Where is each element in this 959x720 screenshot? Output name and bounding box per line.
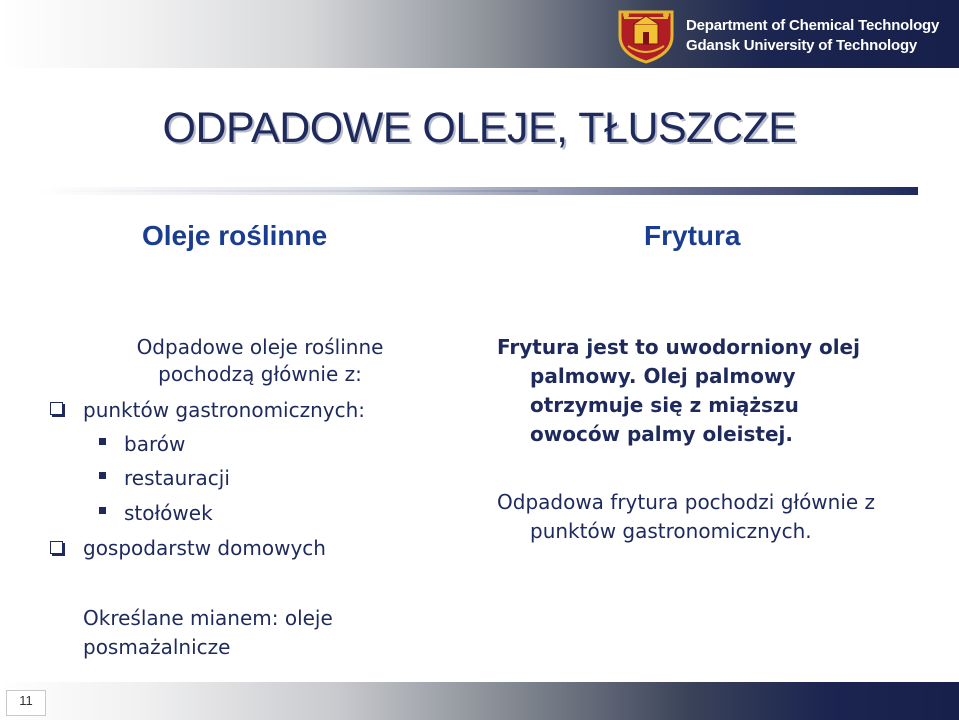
frytura-definition (497, 333, 917, 449)
department-name: Department of Chemical Technology (686, 17, 940, 34)
definition-line: Frytura jest to uwodorniony olej (497, 335, 860, 359)
left-intro-line: Odpadowe oleje roślinne (136, 335, 384, 359)
university-crest-icon (614, 6, 678, 64)
checkbox-bullet-icon (50, 402, 63, 415)
right-column-heading: Frytura (644, 220, 741, 251)
note-line: posmażalnicze (83, 635, 231, 659)
header-bar (0, 0, 959, 68)
slide-title: ODPADOWE OLEJE, TŁUSZCZE (162, 104, 797, 152)
sub-list-item: barów (124, 432, 186, 456)
list-item: punktów gastronomicznych: (83, 398, 366, 422)
university-name: Gdansk University of Technology (686, 37, 918, 54)
square-bullet-icon (99, 472, 106, 479)
left-intro-line: pochodzą głównie z: (158, 362, 362, 386)
left-column-heading: Oleje roślinne (142, 220, 328, 251)
sub-list-item: stołówek (124, 501, 213, 525)
square-bullet-icon (99, 438, 106, 445)
source-line: Odpadowa frytura pochodzi głównie z (497, 490, 876, 514)
checkbox-bullet-icon (50, 541, 63, 554)
left-intro-text (60, 334, 460, 388)
definition-line: owoców palmy oleistej. (530, 422, 793, 446)
bottom-note (83, 604, 333, 662)
list-item: gospodarstw domowych (83, 536, 326, 560)
page-number: 11 (19, 693, 33, 708)
definition-line: palmowy. Olej palmowy (530, 364, 796, 388)
footer-bar (0, 682, 959, 720)
square-bullet-icon (99, 507, 106, 514)
frytura-source (497, 488, 917, 546)
definition-line: otrzymuje się z miąższu (530, 393, 799, 417)
source-line: punktów gastronomicznych. (530, 519, 812, 543)
sub-list-item: restauracji (124, 466, 230, 490)
title-underline (38, 187, 918, 195)
note-line: Określane mianem: oleje (83, 606, 333, 630)
